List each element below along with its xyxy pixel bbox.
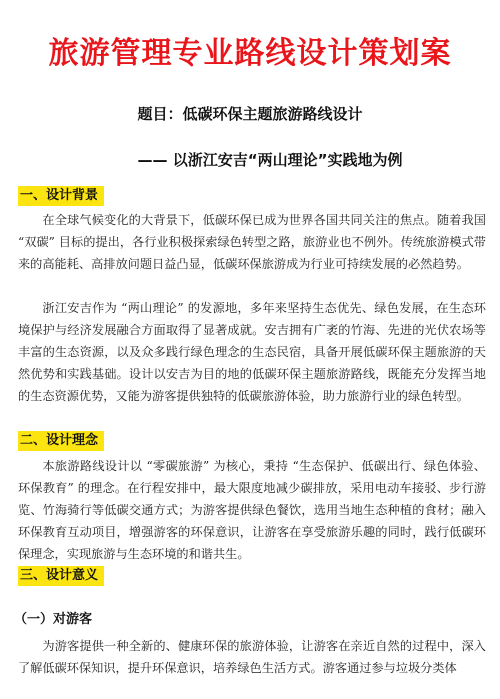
section-heading-background: 一、设计背景 — [18, 186, 104, 206]
subtitle-example: —— 以浙江安吉“两山理论”实践地为例 — [137, 151, 403, 169]
section-heading-significance: 三、设计意义 — [18, 566, 104, 586]
paragraph-background-2: 浙江安吉作为 “两山理论” 的发源地，多年来坚持生态优先、绿色发展，在生态环境保护与经济发展融合方面取得了显著成就。安吉拥有广袤的竹海、先进的光伏农场等丰富的生态资源，以及众多践行绿色理念的生态民宿，具备开展低碳环保主题旅游的天然优势和实践基础。设计以安吉为目的地的低碳环保主题旅游路线，既能充分发挥当地的生态资源优势，又能为游客提供独特的低碳旅游体验，助力旅游行业的绿色转型。 — [18, 301, 486, 403]
section-heading-concept: 二、设计理念 — [18, 431, 104, 451]
document-title: 旅游管理专业路线设计策划案 — [48, 36, 452, 71]
paragraph-significance-1: 为游客提供一种全新的、健康环保的旅游体验，让游客在亲近自然的过程中，深入了解低碳环保知识，提升环保意识，培养绿色生活方式。游客通过参与垃圾分类体 — [18, 639, 486, 675]
subtitle-topic: 题目：低碳环保主题旅游路线设计 — [137, 105, 363, 123]
subheading-for-tourists: （一）对游客 — [14, 612, 93, 627]
paragraph-concept-1: 本旅游路线设计以 “零碳旅游” 为核心，秉持 “生态保护、低碳出行、绿色体验、环保教育” 的理念。在行程安排中，最大限度地减少碳排放，采用电动车接驳、步行游览、竹海骑行等低碳交通方式；为游客提供绿色餐饮，选用当地生态种植的食材；融入环保教育互动项目，增强游客的环保意识，让游客在享受旅游乐趣的同时，践行低碳环保理念，实现旅游与生态环境的和谐共生。 — [18, 459, 486, 561]
paragraph-background-1: 在全球气候变化的大背景下，低碳环保已成为世界各国共同关注的焦点。随着我国 “双碳” 目标的提出，各行业积极探索绿色转型之路，旅游业也不例外。传统旅游模式带来的高能耗、高排放问题日益凸显，低碳环保旅游成为行业可持续发展的必然趋势。 — [18, 213, 486, 271]
